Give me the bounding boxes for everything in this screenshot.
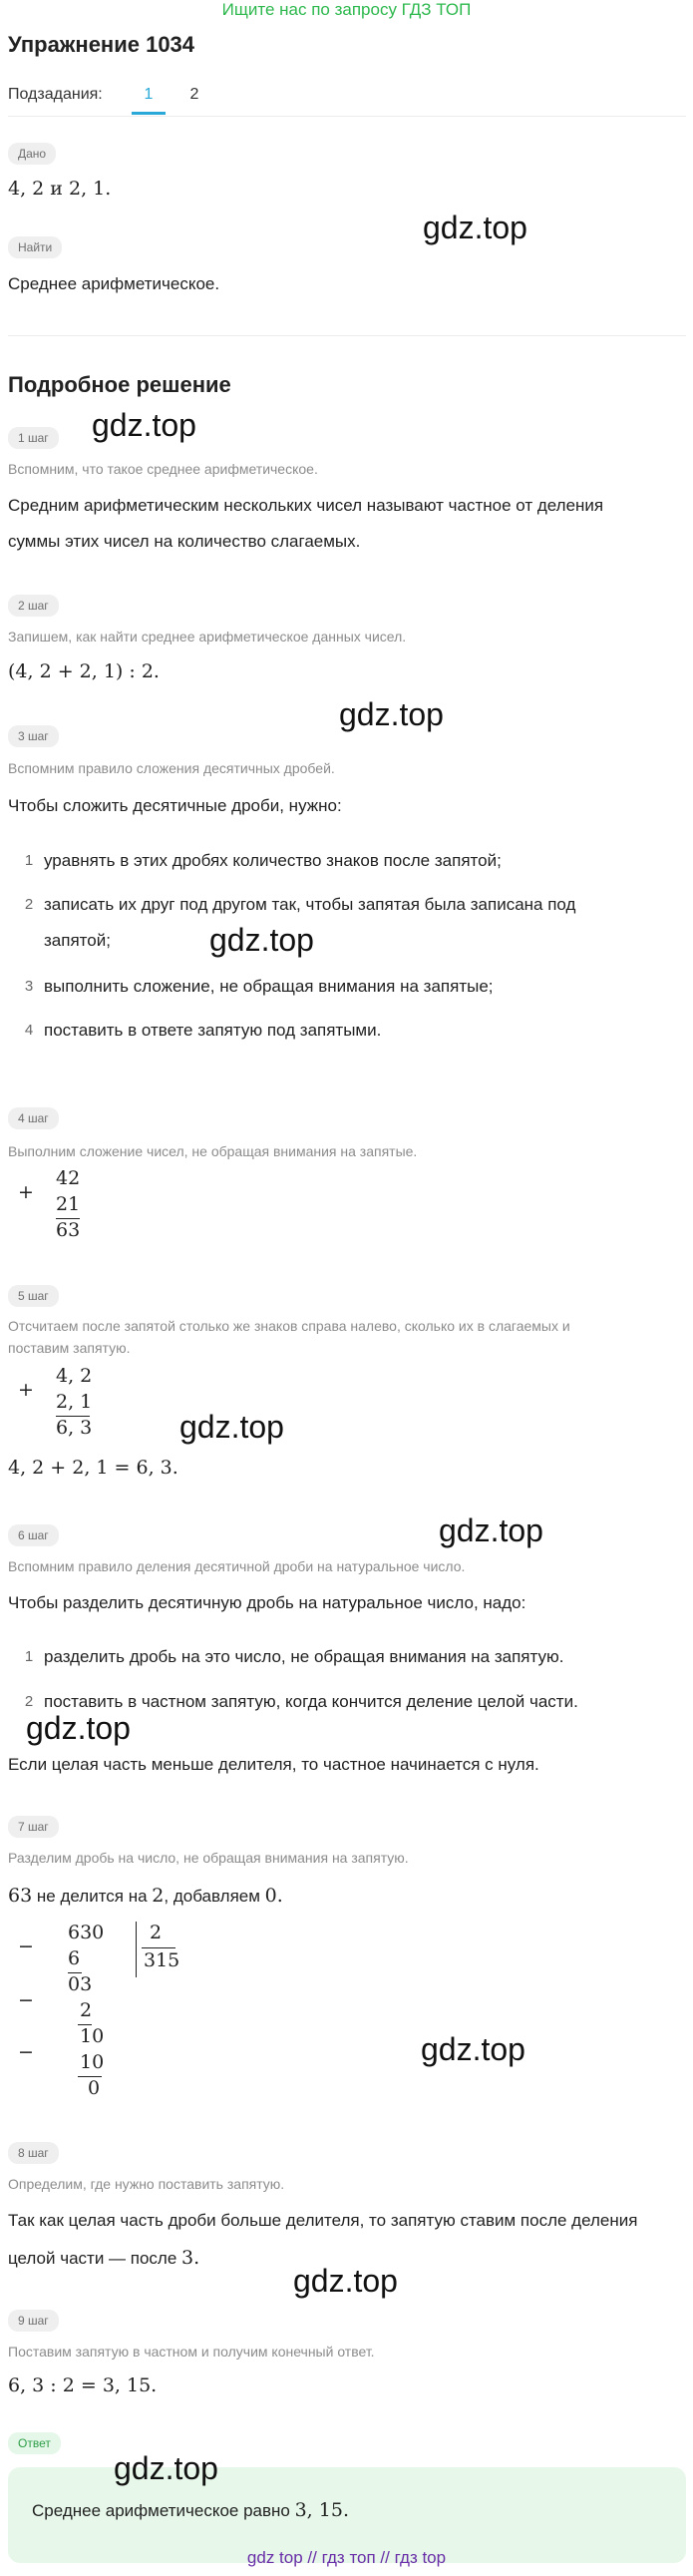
divisor: 2	[150, 1922, 163, 1943]
subtrahend: 10	[80, 2051, 105, 2073]
search-banner[interactable]: Ищите нас по запросу ГДЗ ТОП	[221, 0, 472, 19]
answer-text	[32, 2498, 349, 2524]
list-item: уравнять в этих дробях количество знаков после запятой;	[44, 851, 502, 870]
step-2-math: (4, 2 + 2, 1) : 2.	[8, 660, 160, 682]
list-item: запятой;	[44, 931, 111, 950]
step-2-badge: 2 шаг	[8, 595, 59, 617]
list-number: 1	[24, 1648, 34, 1665]
step-8-badge: 8 шаг	[8, 2142, 59, 2164]
remainder: 03	[68, 1973, 93, 1995]
addend: 4, 2	[56, 1365, 93, 1387]
step-8-note: Определим, где нужно поставить запятую.	[8, 2176, 285, 2192]
step-2-note: Запишем, как найти среднее арифметическое данных чисел.	[8, 629, 407, 644]
step-4-badge: 4 шаг	[8, 1107, 59, 1129]
number: 2	[152, 1885, 165, 1907]
step-5-badge: 5 шаг	[8, 1285, 59, 1307]
sum: 63	[56, 1219, 81, 1241]
step-3-intro: Чтобы сложить десятичные дроби, нужно:	[8, 796, 342, 815]
minus-sign: −	[18, 2041, 34, 2063]
step-1-text: Средним арифметическим нескольких чисел называют частное от деления	[8, 496, 604, 515]
step-9-badge: 9 шаг	[8, 2310, 59, 2332]
step-1-badge: 1 шаг	[8, 427, 59, 449]
answer-value: 3, 15.	[294, 2499, 349, 2521]
tab-subtask-1[interactable]: 1	[144, 86, 154, 103]
subtrahend: 6	[68, 1947, 81, 1969]
watermark: gdz.top	[209, 922, 314, 958]
minus-sign: −	[18, 1935, 34, 1957]
step-5-note: поставим запятую.	[8, 1340, 131, 1356]
number: 3.	[181, 2247, 200, 2269]
list-item: разделить дробь на это число, не обращая внимания на запятую.	[44, 1647, 564, 1666]
step-9-note: Поставим запятую в частном и получим конечный ответ.	[8, 2344, 375, 2360]
division-bar	[136, 1922, 137, 1977]
page-title: Упражнение 1034	[8, 32, 195, 57]
divisor-line	[142, 1947, 175, 1948]
footer-links[interactable]: gdz top // гдз топ // гдз top	[246, 2548, 447, 2567]
watermark: gdz.top	[114, 2450, 218, 2486]
number: 0.	[264, 1885, 283, 1907]
tab-subtask-2[interactable]: 2	[189, 86, 199, 103]
step-5-note: Отсчитаем после запятой столько же знаков справа налево, сколько их в слагаемых и	[8, 1318, 570, 1334]
list-item: записать их друг под другом так, чтобы запятая была записана под	[44, 895, 576, 914]
find-badge: Найти	[8, 236, 62, 258]
step-1-note: Вспомним, что такое среднее арифметическое.	[8, 461, 318, 477]
given-text: 4, 2 и 2, 1.	[8, 178, 112, 200]
list-number: 4	[24, 1022, 34, 1039]
remainder: 10	[80, 2025, 105, 2047]
active-tab-indicator	[132, 112, 166, 115]
step-3-note: Вспомним правило сложения десятичных дробей.	[8, 760, 335, 776]
list-number: 3	[24, 978, 34, 995]
step-6-intro: Чтобы разделить десятичную дробь на натуральное число, надо:	[8, 1593, 526, 1612]
quotient: 315	[144, 1949, 180, 1971]
watermark: gdz.top	[92, 407, 196, 443]
find-text: Среднее арифметическое.	[8, 274, 220, 293]
addend: 21	[56, 1193, 81, 1215]
list-item: поставить в частном запятую, когда кончится деление целой части.	[44, 1692, 578, 1711]
plus-sign: +	[18, 1379, 34, 1401]
watermark: gdz.top	[421, 2031, 525, 2067]
list-number: 2	[24, 896, 34, 913]
step-4-note: Выполним сложение чисел, не обращая внимания на запятые.	[8, 1143, 418, 1159]
number: 63	[8, 1885, 33, 1907]
subtrahend: 2	[80, 1999, 93, 2021]
watermark: gdz.top	[439, 1512, 543, 1548]
step-6-after: Если целая часть меньше делителя, то частное начинается с нуля.	[8, 1755, 539, 1774]
text: Среднее арифметическое равно	[32, 2501, 295, 2520]
text: не делится на	[32, 1887, 153, 1906]
given-badge: Дано	[8, 143, 56, 165]
watermark: gdz.top	[26, 1710, 131, 1746]
dividend: 630	[68, 1922, 105, 1943]
step-8-text: Так как целая часть дроби больше делителя, то запятую ставим после деления	[8, 2211, 638, 2230]
watermark: gdz.top	[293, 2263, 398, 2299]
watermark: gdz.top	[339, 696, 444, 732]
step-7-note: Разделим дробь на число, не обращая внимания на запятую.	[8, 1850, 409, 1866]
step-6-badge: 6 шаг	[8, 1524, 59, 1546]
watermark: gdz.top	[179, 1409, 284, 1445]
list-number: 1	[24, 852, 34, 869]
list-item: поставить в ответе запятую под запятыми.	[44, 1021, 382, 1040]
sum: 6, 3	[56, 1417, 93, 1439]
step-8-text	[8, 2246, 199, 2272]
text: , добавляем	[164, 1887, 265, 1906]
text: целой части — после	[8, 2249, 182, 2268]
minus-sign: −	[18, 1989, 34, 2011]
list-item: выполнить сложение, не обращая внимания на запятые;	[44, 977, 494, 996]
step-1-text: суммы этих чисел на количество слагаемых.	[8, 532, 361, 551]
addend: 42	[56, 1167, 81, 1189]
divider	[8, 335, 686, 336]
subtasks-label: Подзадания:	[8, 86, 103, 103]
step-7-text	[8, 1884, 283, 1910]
divider	[8, 116, 686, 117]
step-7-badge: 7 шаг	[8, 1816, 59, 1838]
step-5-result: 4, 2 + 2, 1 = 6, 3.	[8, 1457, 178, 1479]
solution-title: Подробное решение	[8, 372, 231, 397]
plus-sign: +	[18, 1181, 34, 1203]
step-3-badge: 3 шаг	[8, 725, 59, 747]
addend: 2, 1	[56, 1391, 93, 1413]
list-number: 2	[24, 1693, 34, 1710]
watermark: gdz.top	[423, 210, 527, 245]
answer-badge: Ответ	[8, 2432, 61, 2454]
step-9-math: 6, 3 : 2 = 3, 15.	[8, 2374, 158, 2396]
remainder: 0	[88, 2077, 101, 2099]
step-6-note: Вспомним правило деления десятичной дроби на натуральное число.	[8, 1558, 466, 1574]
